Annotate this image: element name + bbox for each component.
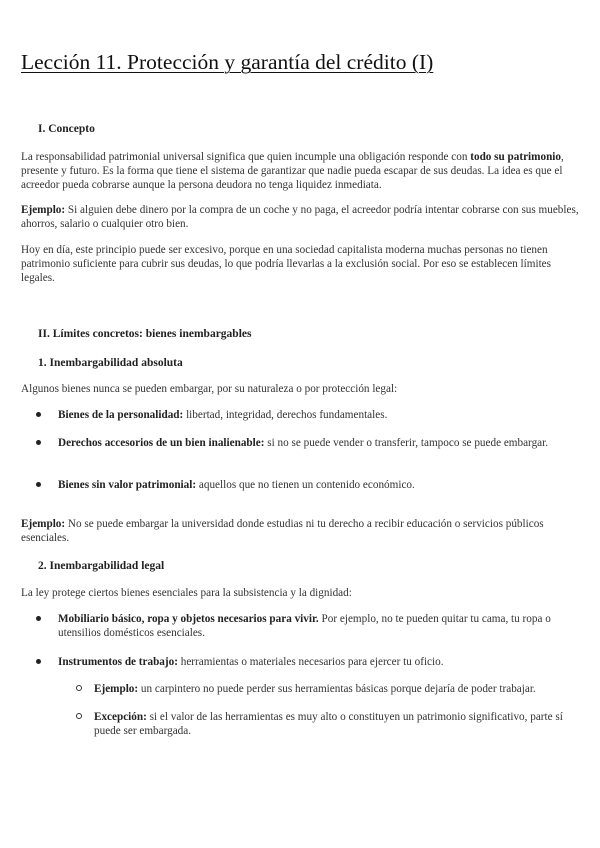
text-run: si el valor de las herramientas es muy alto o constituyen un patrimonio significativo, parte sí puede ser embargada. [94, 711, 563, 737]
bold-label: Mobiliario básico, ropa y objetos necesarios para vivir. [58, 613, 319, 625]
section-heading-concepto: I. Concepto [38, 123, 95, 135]
list-item-text [21, 436, 563, 450]
bold-label: Excepción: [94, 711, 147, 723]
text-run: , presente y futuro. Es la forma que tiene el sistema de garantizar que nadie pueda escapar de sus deudas. La idea es que el acreedor pueda cobrarse aunque la persona deudora no tenga liquidez inmediata. [21, 151, 564, 191]
bold-label: Ejemplo: [21, 204, 66, 216]
bullet-circle-icon [76, 685, 82, 691]
bold-label: Ejemplo: [21, 518, 66, 530]
bullet-dot-icon [36, 482, 41, 487]
bold-label: Derechos accesorios de un bien inalienable: [58, 437, 265, 449]
list-item-text [21, 682, 581, 696]
sub-list-item [21, 710, 581, 738]
bold-label: Instrumentos de trabajo: [58, 656, 178, 668]
text-run: Si alguien debe dinero por la compra de un coche y no paga, el acreedor podría intentar cobrarse con sus muebles, ahorros, salario o cualquier otro bien. [21, 204, 579, 230]
bullet-dot-icon [36, 659, 41, 664]
text-run: La responsabilidad patrimonial universal significa que quien incumple una obligación responde con [21, 151, 471, 163]
paragraph-responsabilidad [21, 150, 581, 192]
text-run: herramientas o materiales necesarios para ejercer tu oficio. [177, 656, 444, 668]
list-item [21, 436, 581, 450]
paragraph-intro-absoluta: Algunos bienes nunca se pueden embargar, por su naturaleza o por protección legal: [21, 383, 398, 395]
list-item [21, 655, 581, 669]
page-title: Lección 11. Protección y garantía del crédito (I) [21, 50, 434, 74]
list-item [21, 408, 581, 422]
text-run: libertad, integridad, derechos fundamentales. [183, 409, 388, 421]
list-item-text [21, 612, 573, 640]
list-item-text [21, 655, 581, 669]
paragraph-hoy-en-dia: Hoy en día, este principio puede ser excesivo, porque en una sociedad capitalista moderna muchas personas no tienen patrimonio suficiente para cubrir sus deudas, lo que podría llevarlas a la exclusión social. Por eso se establecen límites legales. [21, 244, 552, 284]
bullet-circle-icon [76, 713, 82, 719]
sub-list-item [21, 682, 581, 696]
list-item-text [21, 408, 581, 422]
text-run: aquellos que no tienen un contenido económico. [196, 479, 415, 491]
section-heading-limites: II. Límites concretos: bienes inembargables [38, 328, 252, 340]
list-item [21, 612, 581, 640]
bullet-dot-icon [36, 440, 41, 445]
list-item [21, 478, 581, 492]
bold-label: Bienes de la personalidad: [58, 409, 184, 421]
text-run: No se puede embargar la universidad donde estudias ni tu derecho a recibir educación o servicios públicos esenciales. [21, 518, 544, 544]
text-run: si no se puede vender o transferir, tampoco se puede embargar. [264, 437, 549, 449]
bullet-dot-icon [36, 616, 41, 621]
bullet-dot-icon [36, 412, 41, 417]
list-item-text [21, 710, 574, 738]
subsection-heading-absoluta: 1. Inembargabilidad absoluta [38, 357, 183, 369]
bold-label: Ejemplo: [94, 683, 139, 695]
bold-label: Bienes sin valor patrimonial: [58, 479, 197, 491]
text-run: un carpintero no puede perder sus herramientas básicas porque dejaría de poder trabajar. [138, 683, 536, 695]
bold-text: todo su patrimonio [470, 151, 562, 163]
paragraph-intro-legal: La ley protege ciertos bienes esenciales para la subsistencia y la dignidad: [21, 587, 352, 599]
list-item-text [21, 478, 581, 492]
paragraph-ejemplo-universidad [21, 517, 581, 545]
paragraph-ejemplo-coche [21, 203, 581, 231]
subsection-heading-legal: 2. Inembargabilidad legal [38, 560, 165, 572]
text-run: Por ejemplo, no te pueden quitar tu cama, tu ropa o utensilios domésticos esenciales. [58, 613, 551, 639]
